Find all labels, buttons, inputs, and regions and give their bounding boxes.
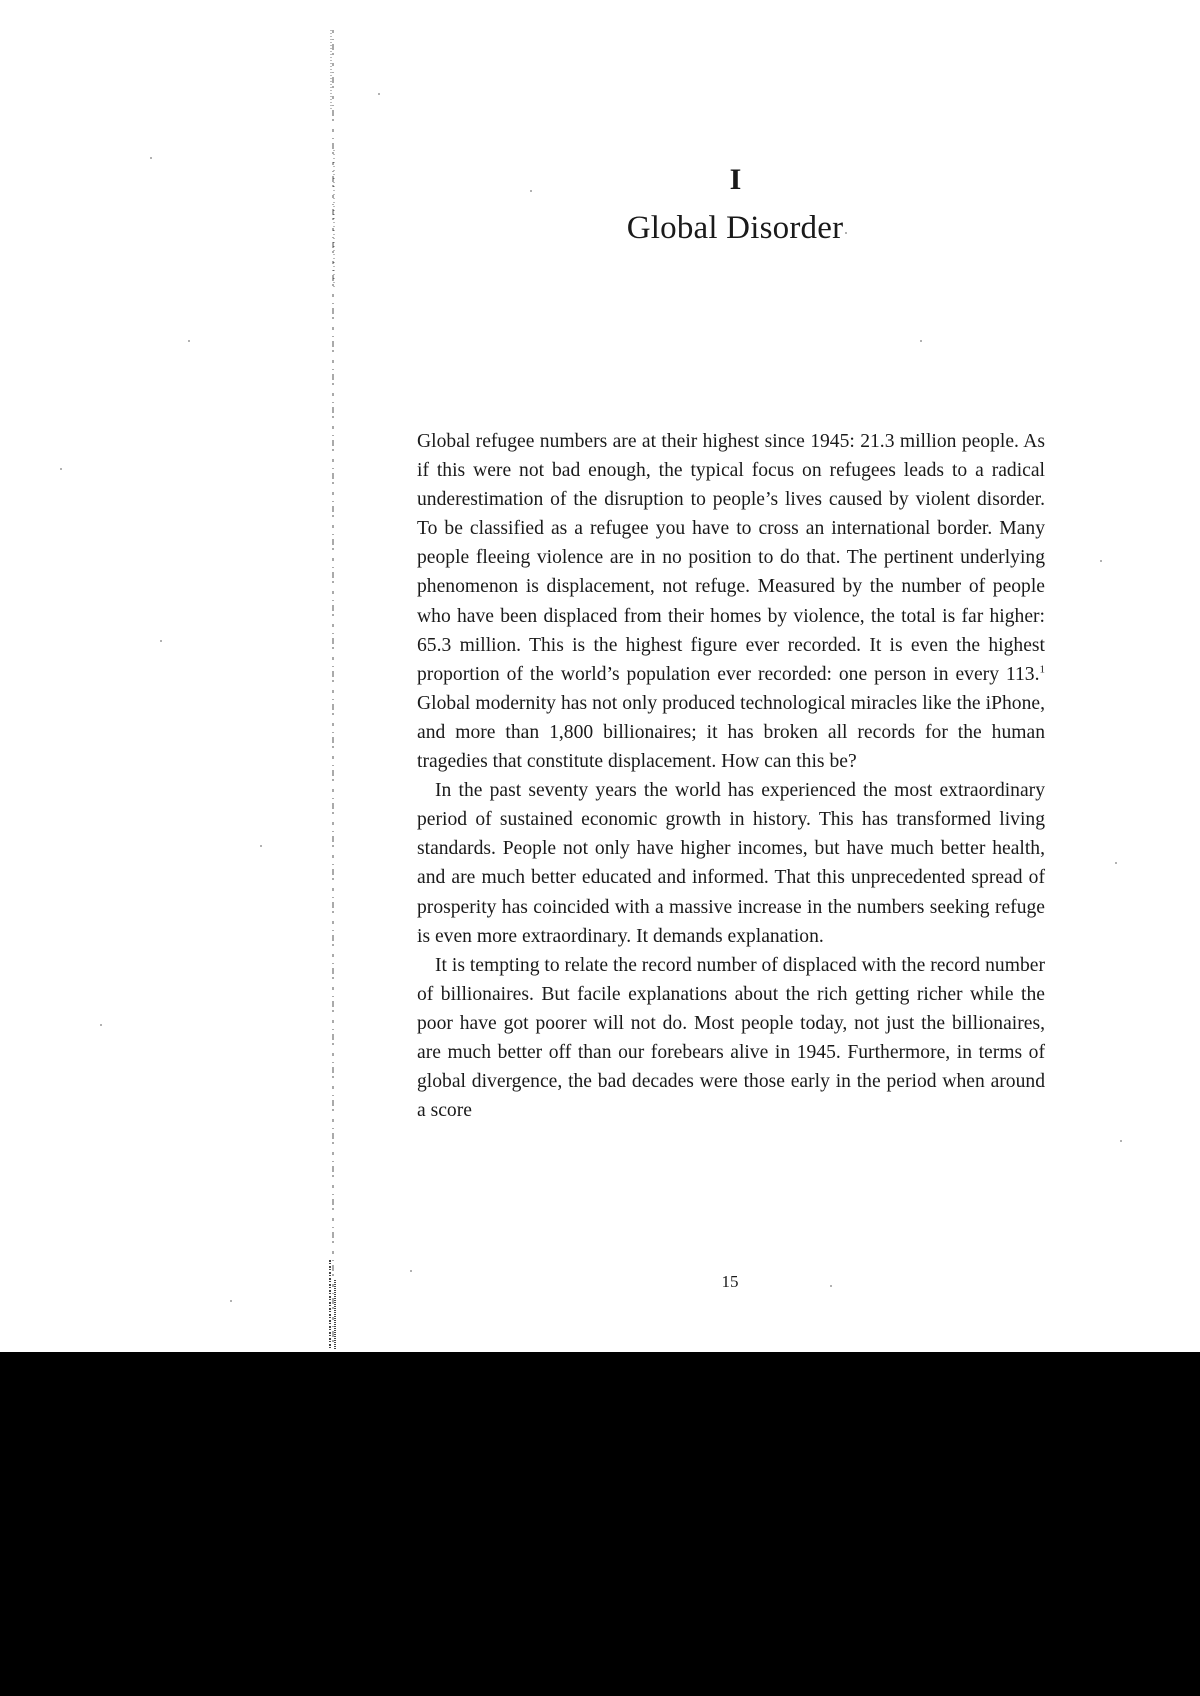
scan-speck (100, 1024, 102, 1026)
chapter-body (417, 427, 1045, 1125)
scan-speck (188, 340, 190, 342)
paragraph-2: In the past seventy years the world has experienced the most extraordinary period of sustained economic growth in history. This has transformed living standards. People not only have higher incomes, but have much better health, and are much better educated and informed. That this unprecedented spread of prosperity has coincided with a massive increase in the numbers seeking refuge is even more extraordinary. It demands explanation. (417, 780, 1045, 947)
scan-speck (60, 468, 62, 470)
scan-speck (530, 190, 532, 192)
scan-speck (378, 93, 380, 95)
scan-speck (1100, 560, 1102, 562)
chapter-title: Global Disorder (626, 210, 844, 246)
scan-speck (1120, 1140, 1122, 1142)
gutter-shadow-graphic (327, 30, 337, 1350)
paragraph-1-text: Global refugee numbers are at their highest since 1945: 21.3 million people. As if this were not bad enough, the typical focus on refugees leads to a radical underestimation of the disruption to people’s lives caused by violent disorder. To be classified as a refugee you have to cross an international border. Many people fleeing violence are in no position to do that. The pertinent underlying phenomenon is displacement, not refuge. Measured by the number of people who have been displaced from their homes by violence, the total is far higher: 65.3 million. This is the highest figure ever recorded. It is even the highest proportion of the world’s population ever recorded: one person in every 113. (417, 431, 1045, 685)
scan-speck (830, 1285, 832, 1287)
scan-speck (160, 640, 162, 642)
scan-speck (920, 340, 922, 342)
page-number: 15 (721, 1272, 739, 1291)
paragraph-3: It is tempting to relate the record number of displaced with the record number of billionaires. But facile explanations about the rich getting richer while the poor have got poorer will not do. Most people today, not just the billionaires, are much better off than our forebears alive in 1945. Furthermore, in terms of global divergence, the bad decades were those early in the period when around a score (417, 954, 1045, 1122)
scanner-background (0, 1352, 1200, 1696)
scan-speck (845, 232, 847, 234)
chapter-number: I (729, 163, 741, 196)
scan-speck (410, 1270, 412, 1272)
scan-speck (150, 157, 152, 159)
binding-gutter-shadow (327, 30, 337, 1350)
footnote-marker[interactable]: 1 (1039, 663, 1045, 676)
paragraph-1 (417, 427, 1045, 776)
scan-speck (260, 845, 262, 847)
paragraph-1-text-continued: Global modernity has not only produced technological miracles like the iPhone, and more than 1,800 billionaires; it has broken all records for the human tragedies that constitute displacement. How can this be? (417, 692, 1045, 773)
scan-speck (230, 1300, 232, 1302)
scan-speck (1115, 862, 1117, 864)
